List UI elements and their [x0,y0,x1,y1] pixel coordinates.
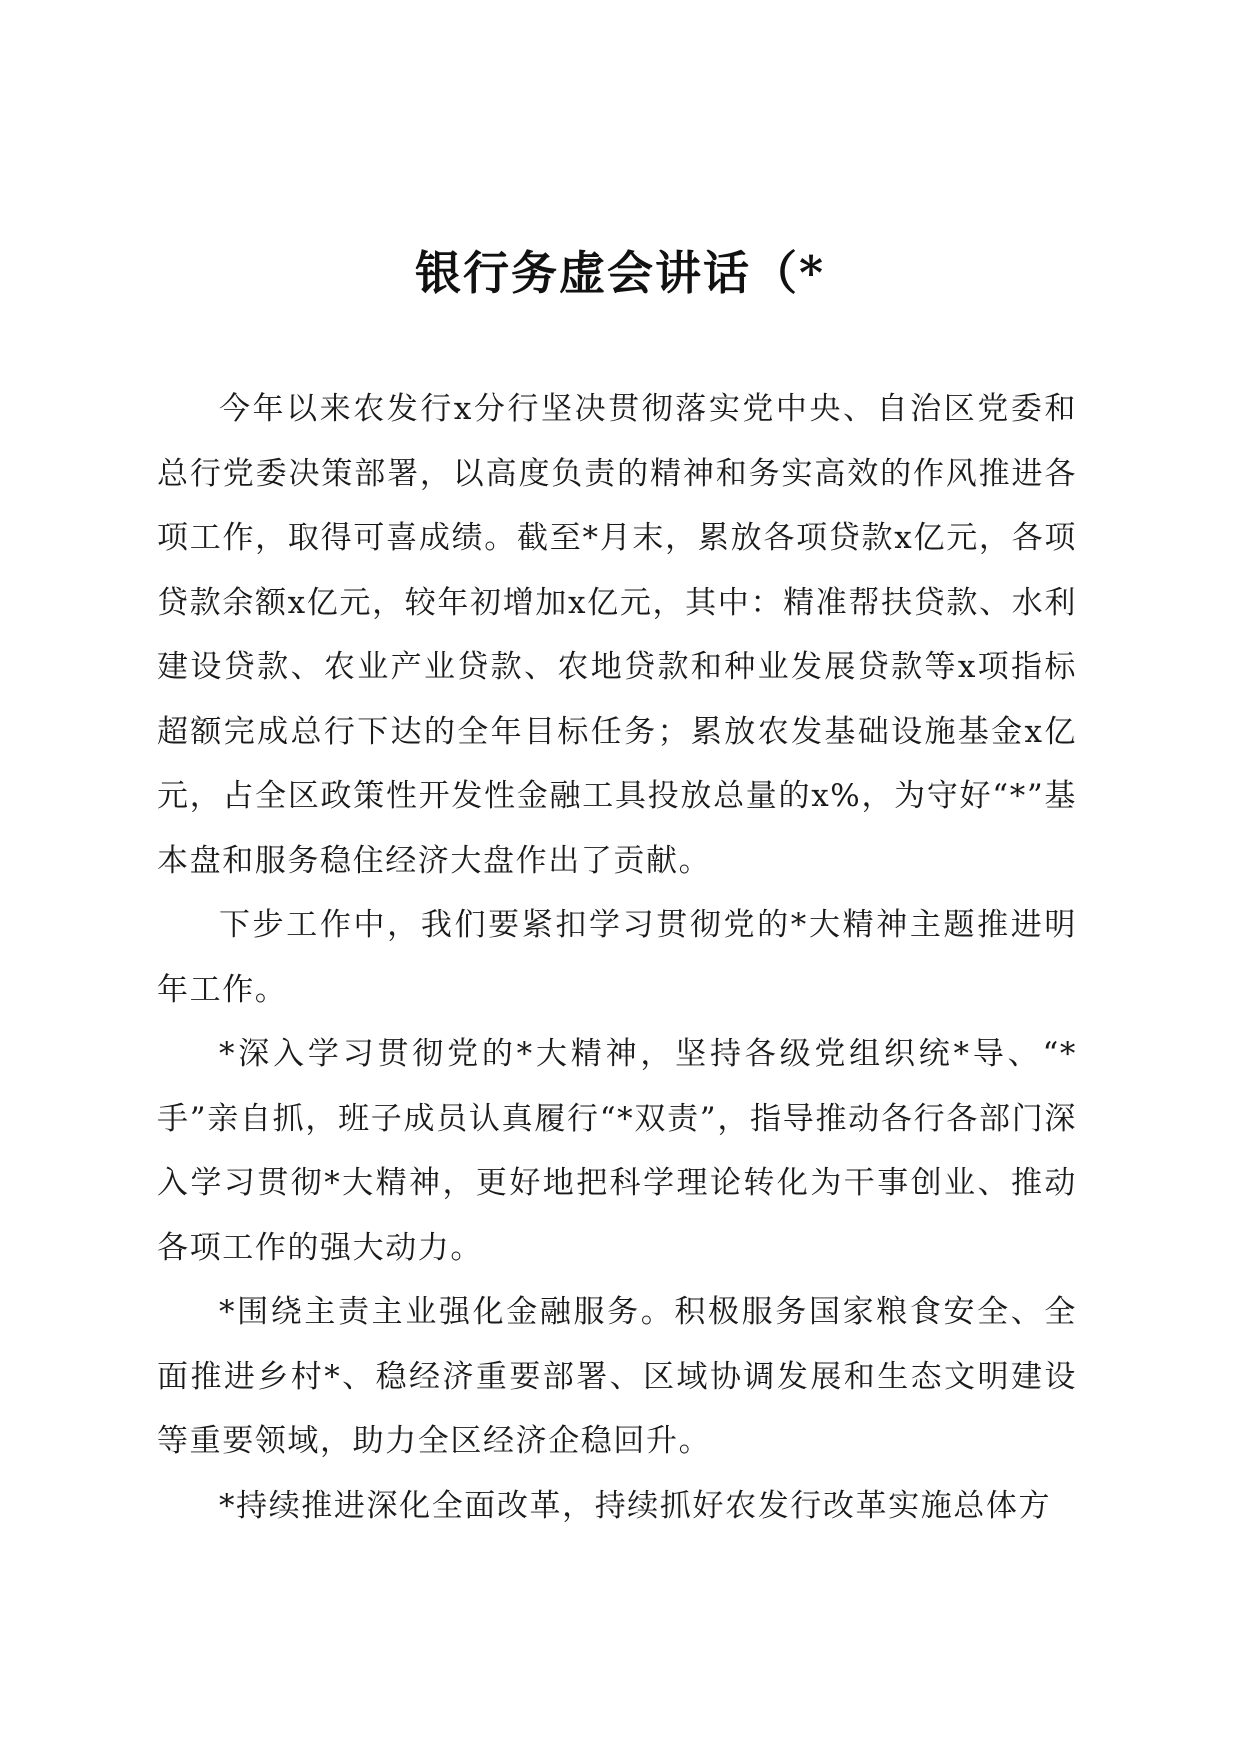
paragraph-achievements: 今年以来农发行x分行坚决贯彻落实党中央、自治区党委和总行党委决策部署，以高度负责的精神和务实高效的作风推进各项工作，取得可喜成绩。截至*月末，累放各项贷款x亿元，各项贷款余额x亿元，较年初增加x亿元，其中：精准帮扶贷款、水利建设贷款、农业产业贷款、农地贷款和种业发展贷款等x项指标超额完成总行下达的全年目标任务；累放农发基础设施基金x亿元，占全区政策性开发性金融工具投放总量的x%，为守好“*”基本盘和服务稳住经济大盘作出了贡献。 [157,391,1077,879]
document-body [157,377,1077,1538]
paragraph-financial-services: *围绕主责主业强化金融服务。积极服务国家粮食安全、全面推进乡村*、稳经济重要部署、区域协调发展和生态文明建设等重要领域，助力全区经济企稳回升。 [157,1294,1077,1459]
paragraph-next-steps: 下步工作中，我们要紧扣学习贯彻党的*大精神主题推进明年工作。 [157,907,1077,1008]
paragraph-reform: *持续推进深化全面改革，持续抓好农发行改革实施总体方 [219,1487,1052,1524]
paragraph-study-spirit: *深入学习贯彻党的*大精神，坚持各级党组织统*导、“*手”亲自抓，班子成员认真履行“*双责”，指导推动各行各部门深入学习贯彻*大精神，更好地把科学理论转化为干事创业、推动各项工作的强大动力。 [157,1036,1077,1266]
document-title: 银行务虚会讲话（* [414,246,826,300]
